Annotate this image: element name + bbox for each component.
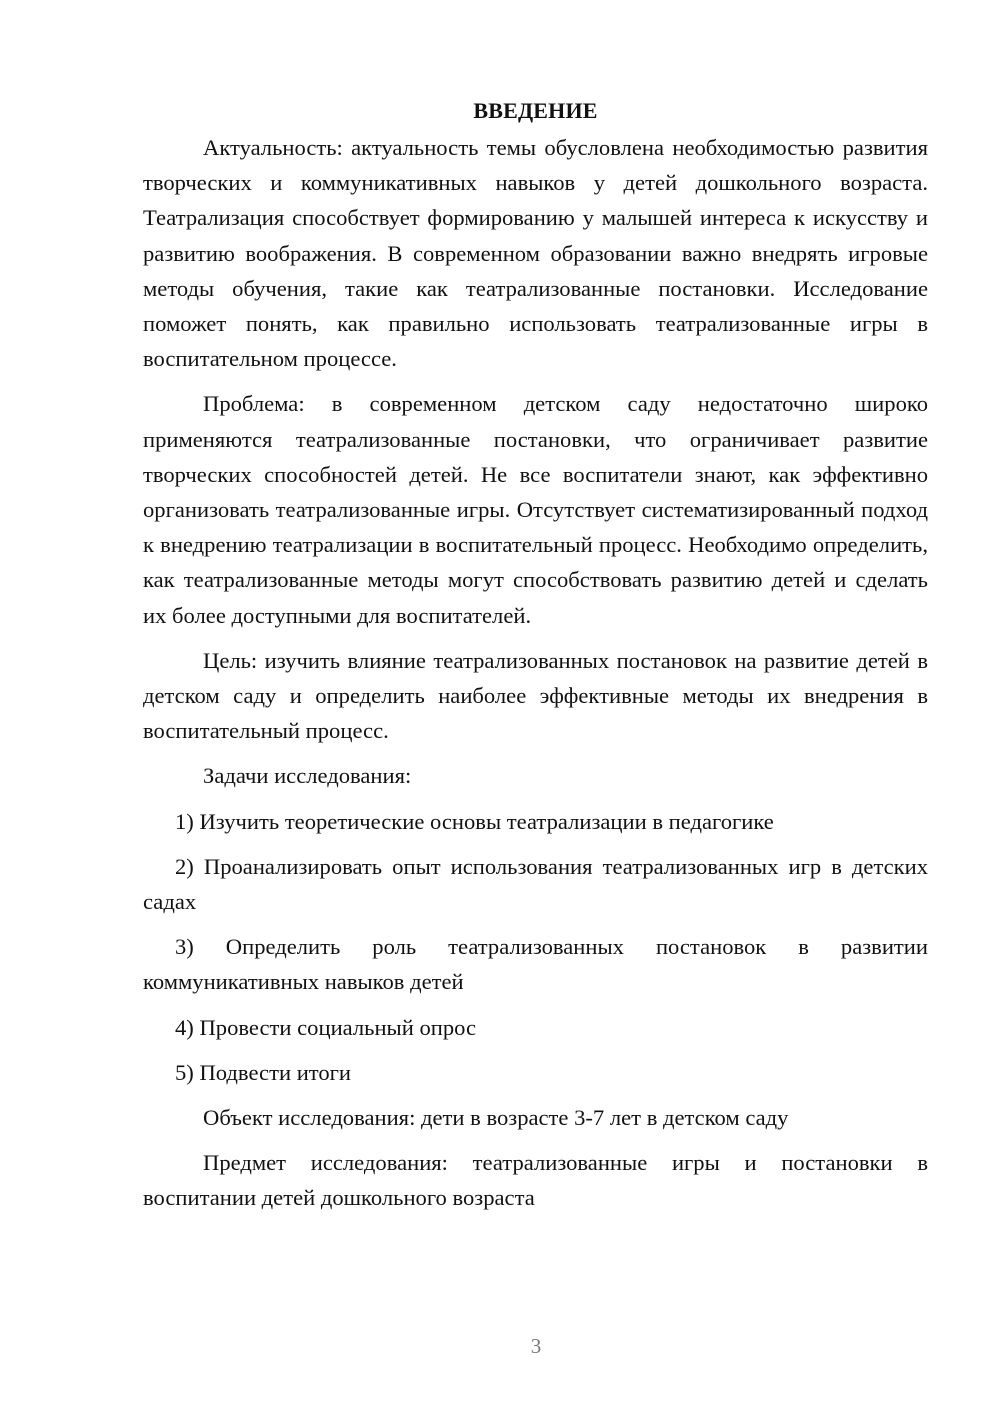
tasks-title: Задачи исследования:: [203, 763, 412, 789]
task-item-3: 3) Определить роль театрализованных постановок в развитии коммуникативных навыков детей: [143, 934, 928, 995]
subject-paragraph: Предмет исследования: театрализованные игры и постановки в воспитании детей дошкольного возраста: [143, 1150, 928, 1211]
section-heading: ВВЕДЕНИЕ: [473, 98, 598, 123]
document-body: [143, 96, 928, 1226]
task-item-1: 1) Изучить теоретические основы театрализации в педагогике: [175, 808, 774, 834]
problem-paragraph: Проблема: в современном детском саду недостаточно широко применяются театрализованные постановки, что ограничивает развитие творческих способностей детей. Не все воспитатели знают, как эффективно организовать театрализованные игры. Отсутствует систематизированный подход к внедрению театрализации в воспитательный процесс. Необходимо определить, как театрализованные методы могут способствовать развитию детей и сделать их более доступными для воспитателей.: [143, 391, 928, 628]
task-item-5: 5) Подвести итоги: [175, 1059, 352, 1085]
task-item-4: 4) Провести социальный опрос: [175, 1014, 477, 1040]
goal-paragraph: Цель: изучить влияние театрализованных постановок на развитие детей в детском саду и определить наиболее эффективные методы их внедрения в воспитательный процесс.: [143, 647, 928, 744]
page-number: 3: [530, 1334, 542, 1358]
task-item-2: 2) Проанализировать опыт использования театрализованных игр в детских садах: [143, 853, 928, 915]
relevance-paragraph: Актуальность: актуальность темы обусловлена необходимостью развития творческих и коммуникативных навыков у детей дошкольного возраста. Театрализация способствует формированию у малышей интереса к искусству и развитию воображения. В современном образовании важно внедрять игровые методы обучения, такие как театрализованные постановки. Исследование поможет понять, как правильно использовать театрализованные игры в воспитательном процессе.: [143, 135, 928, 372]
object-paragraph: Объект исследования: дети в возрасте 3-7 лет в детском саду: [203, 1105, 789, 1131]
